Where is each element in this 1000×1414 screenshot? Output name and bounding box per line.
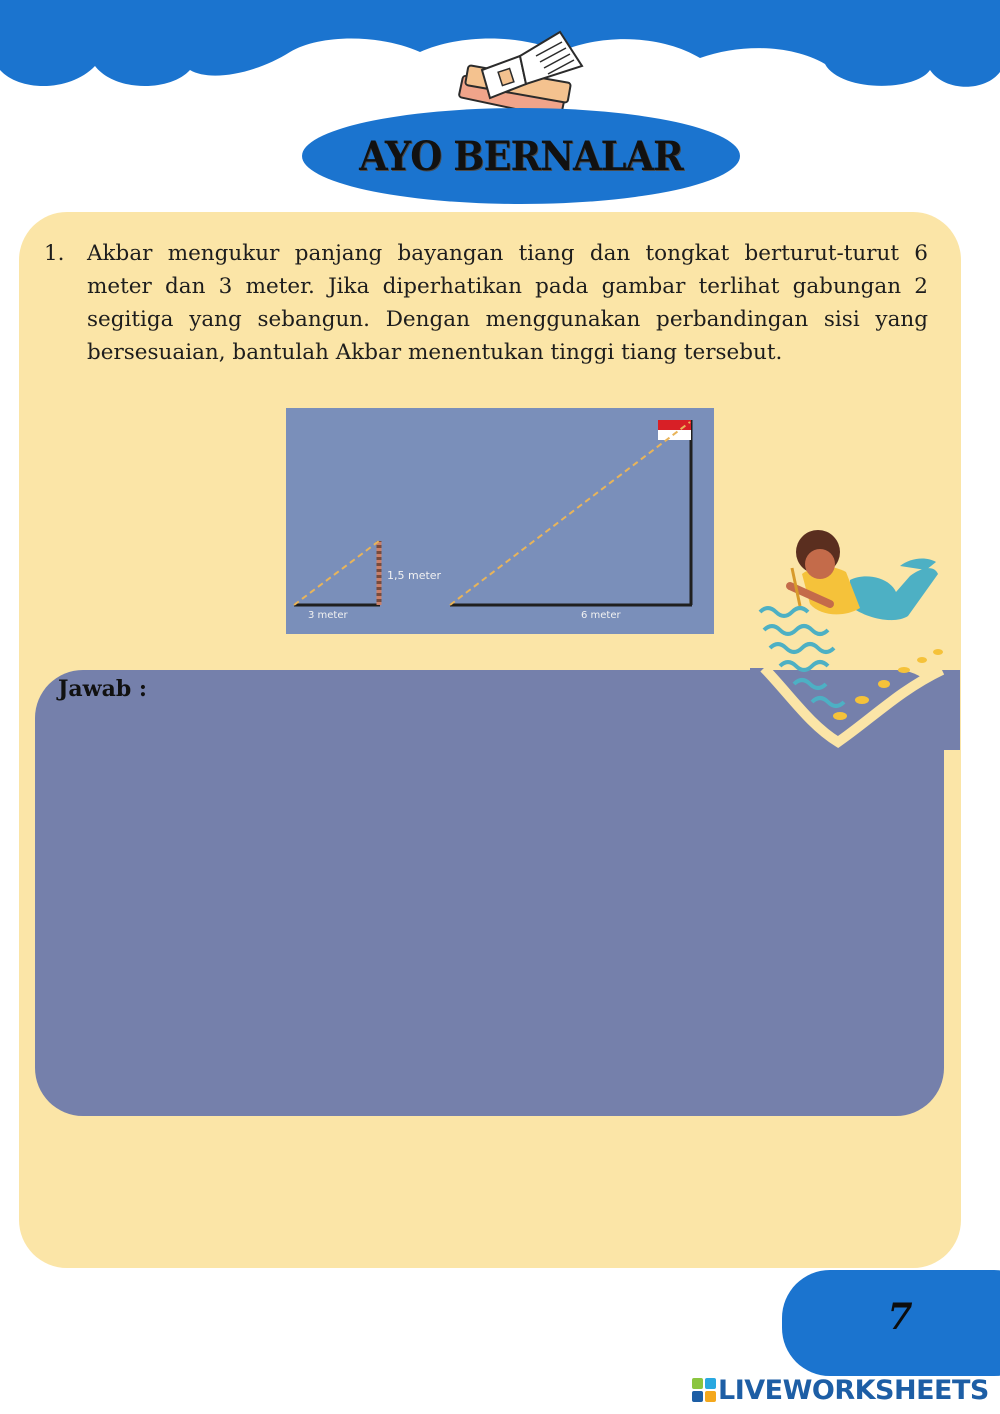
brand-name: LIVEWORKSHEETS [718, 1374, 989, 1406]
figure-background [286, 408, 714, 634]
question-text: Akbar mengukur panjang bayangan tiang dan tongkat berturut-turut 6 meter dan 3 meter. Jika diperhatikan pada gambar terlihat gabungan 2 segitiga yang sebangun. Dengan menggunakan perbandingan sisi yang bersesuaian, bantulah Akbar menentukan tinggi tiang tersebut. [87, 241, 928, 365]
question-item [44, 237, 928, 369]
title-banner [302, 108, 740, 204]
answer-label: Jawab : [58, 676, 148, 702]
stick-shadow-label: 3 meter [308, 610, 348, 621]
flag-red [658, 420, 691, 430]
liveworksheets-brand[interactable] [692, 1372, 989, 1408]
similar-triangles-figure [286, 408, 714, 634]
stick-height-label: 1,5 meter [387, 569, 442, 582]
liveworksheets-logo-icon [692, 1378, 716, 1402]
writing-child-illustration [750, 520, 960, 750]
pole-shadow-label: 6 meter [581, 610, 621, 621]
question-number: 1. [44, 241, 65, 266]
page-title: AYO BERNALAR [359, 132, 683, 180]
page-number: 7 [887, 1296, 913, 1338]
